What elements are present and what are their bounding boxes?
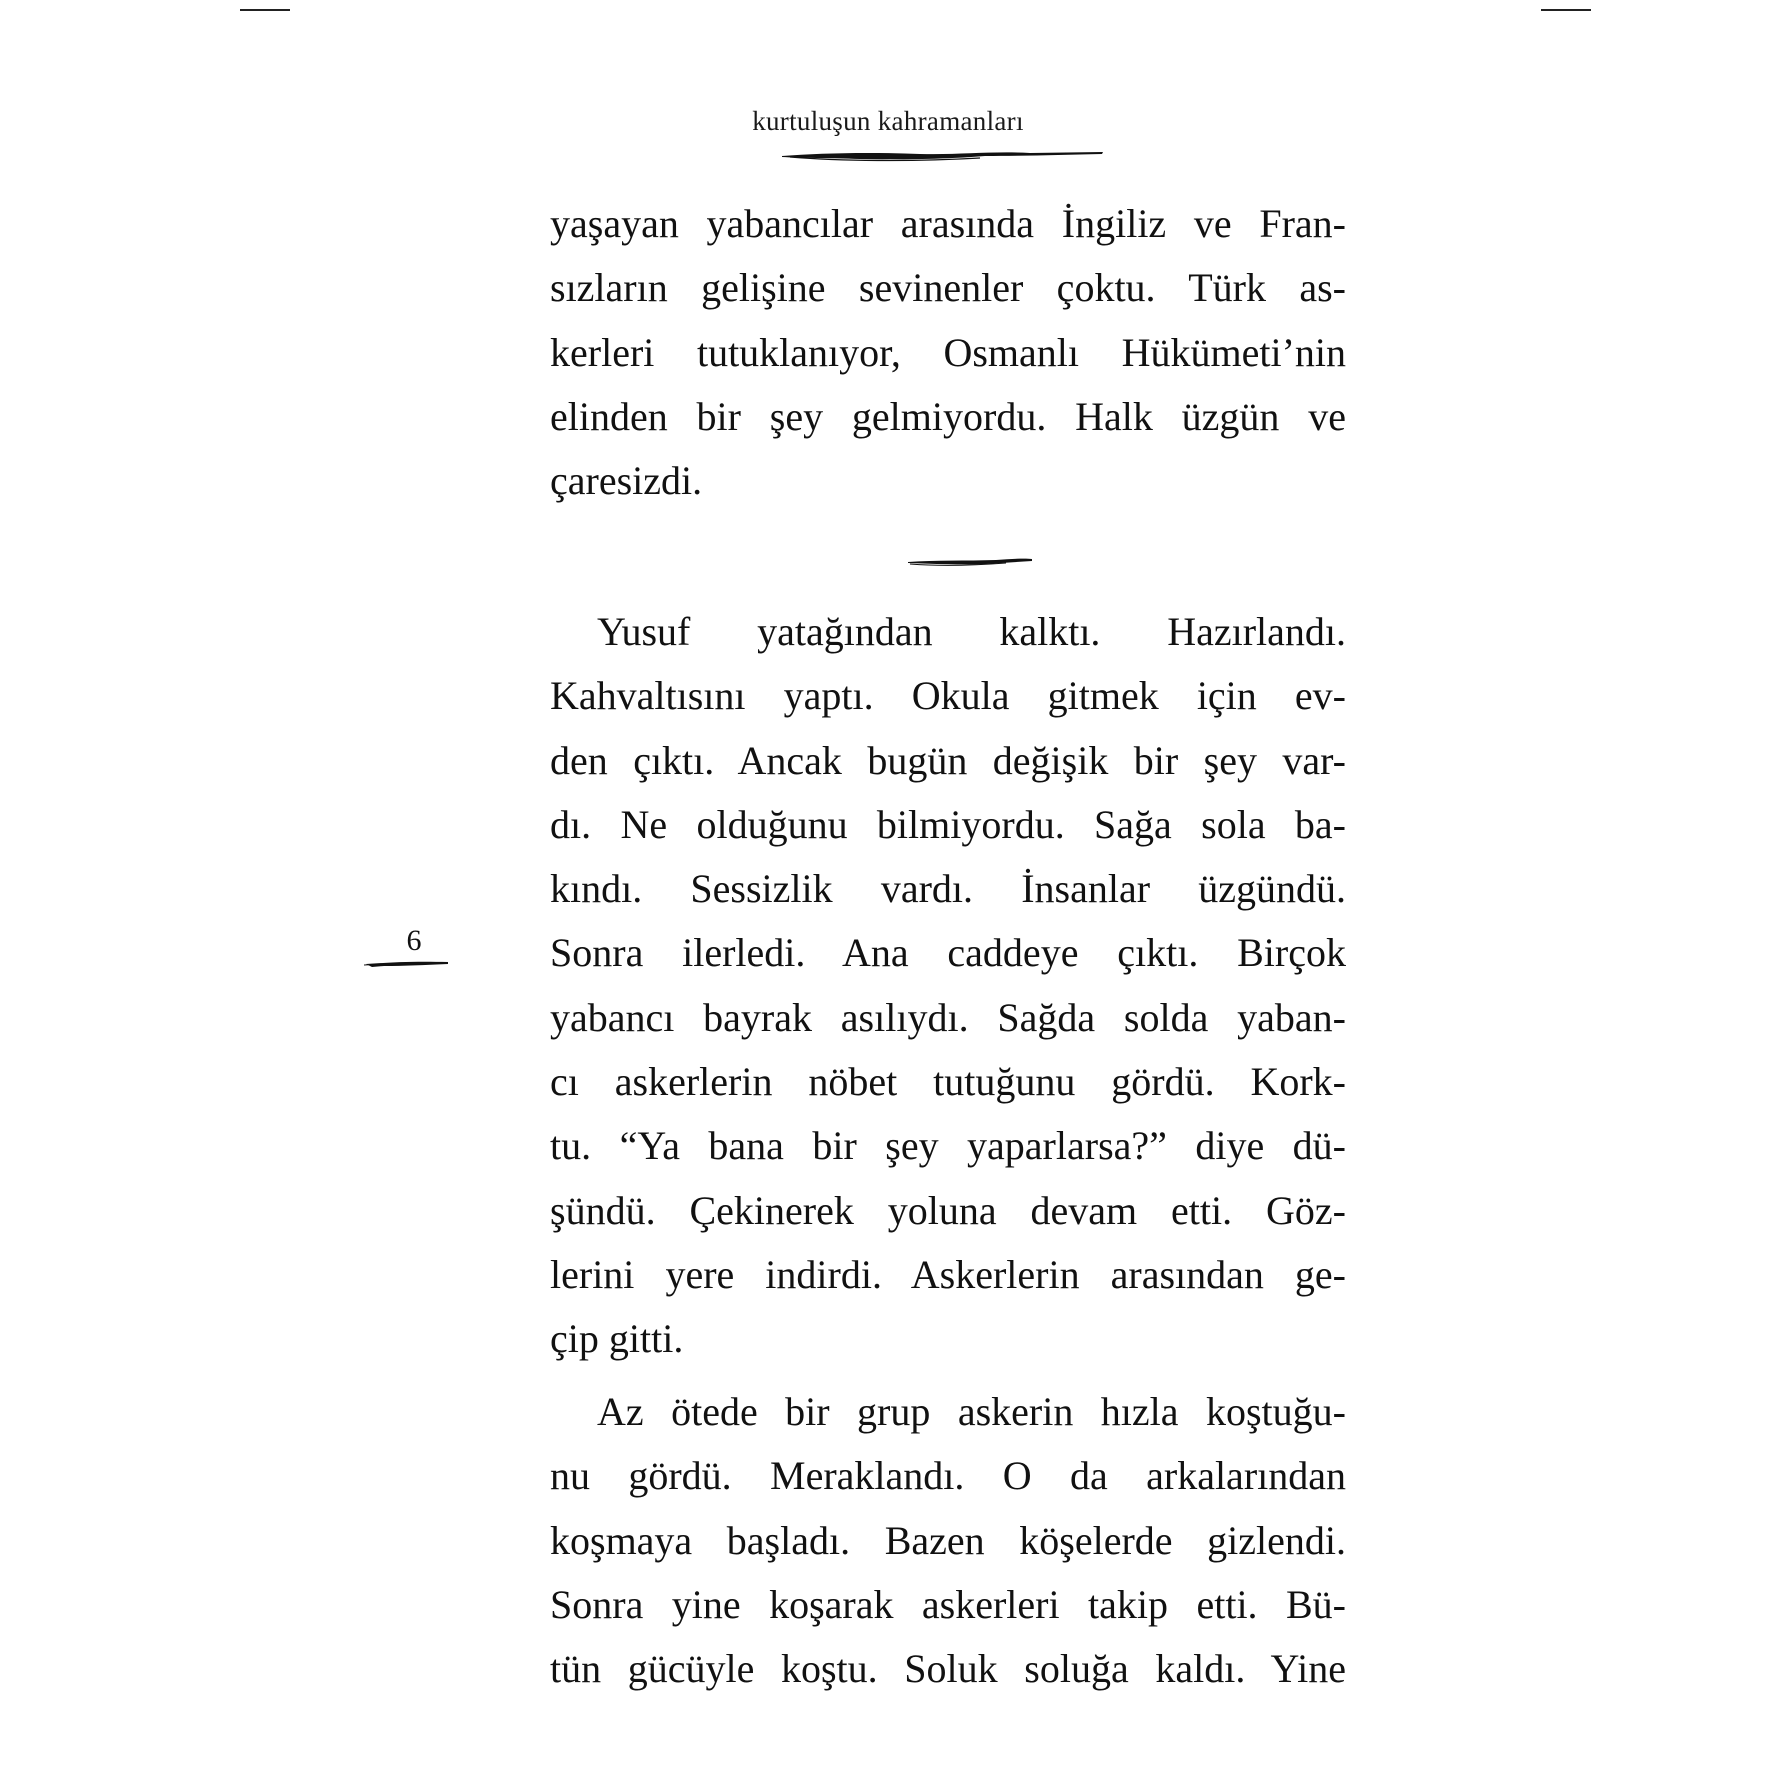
page-number: 6 xyxy=(406,924,422,957)
header-brush-ornament-icon xyxy=(780,147,1105,163)
crop-mark-left xyxy=(240,9,290,11)
text-line: sızların gelişine sevinenler çoktu. Türk as- xyxy=(550,265,1346,311)
page-number-flourish-icon xyxy=(364,956,450,970)
text-line: yaşayan yabancılar arasında İngiliz ve Fran- xyxy=(550,201,1346,246)
text-line: cı askerlerin nöbet tutuğunu gördü. Kork- xyxy=(550,1059,1346,1105)
text-line: dı. Ne olduğunu bilmiyordu. Sağa sola ba- xyxy=(550,801,1346,847)
text-line: tu. “Ya bana bir şey yaparlarsa?” diye dü- xyxy=(550,1123,1346,1169)
paragraph-3 xyxy=(550,1380,1346,1701)
text-line: şündü. Çekinerek yoluna devam etti. Göz- xyxy=(550,1187,1346,1233)
text-line: nu gördü. Meraklandı. O da arkalarından xyxy=(550,1453,1346,1499)
running-head xyxy=(0,106,1788,137)
text-line: yabancı bayrak asılıydı. Sağda solda yaban- xyxy=(550,994,1346,1040)
text-line: Az ötede bir grup askerin hızla koştuğu- xyxy=(597,1389,1346,1434)
text-line: Yusuf yatağından kalktı. Hazırlandı. xyxy=(597,609,1346,654)
crop-mark-right xyxy=(1541,9,1591,11)
section-break-ornament-icon xyxy=(906,555,1034,569)
text-line: tün gücüyle koştu. Soluk soluğa kaldı. Yine xyxy=(550,1646,1346,1692)
text-line: den çıktı. Ancak bugün değişik bir şey var- xyxy=(550,737,1346,783)
text-line: kerleri tutuklanıyor, Osmanlı Hükümeti’nin xyxy=(550,329,1346,375)
text-line: çip gitti. xyxy=(550,1316,684,1362)
running-head-title: kurtuluşun kahramanları xyxy=(752,106,1024,136)
text-line: Kahvaltısını yaptı. Okula gitmek için ev- xyxy=(550,673,1346,719)
text-line: elinden bir şey gelmiyordu. Halk üzgün ve xyxy=(550,393,1346,439)
text-line: Sonra yine koşarak askerleri takip etti. Bü- xyxy=(550,1581,1346,1627)
text-line: Sonra ilerledi. Ana caddeye çıktı. Birçok xyxy=(550,930,1346,976)
text-line: kındı. Sessizlik vardı. İnsanlar üzgündü. xyxy=(550,866,1346,912)
text-line: koşmaya başladı. Bazen köşelerde gizlendi. xyxy=(550,1517,1346,1563)
paragraph-1 xyxy=(550,192,1346,513)
text-line: lerini yere indirdi. Askerlerin arasından ge- xyxy=(550,1251,1346,1297)
paragraph-2 xyxy=(550,600,1346,1372)
text-line: çaresizdi. xyxy=(550,458,703,504)
